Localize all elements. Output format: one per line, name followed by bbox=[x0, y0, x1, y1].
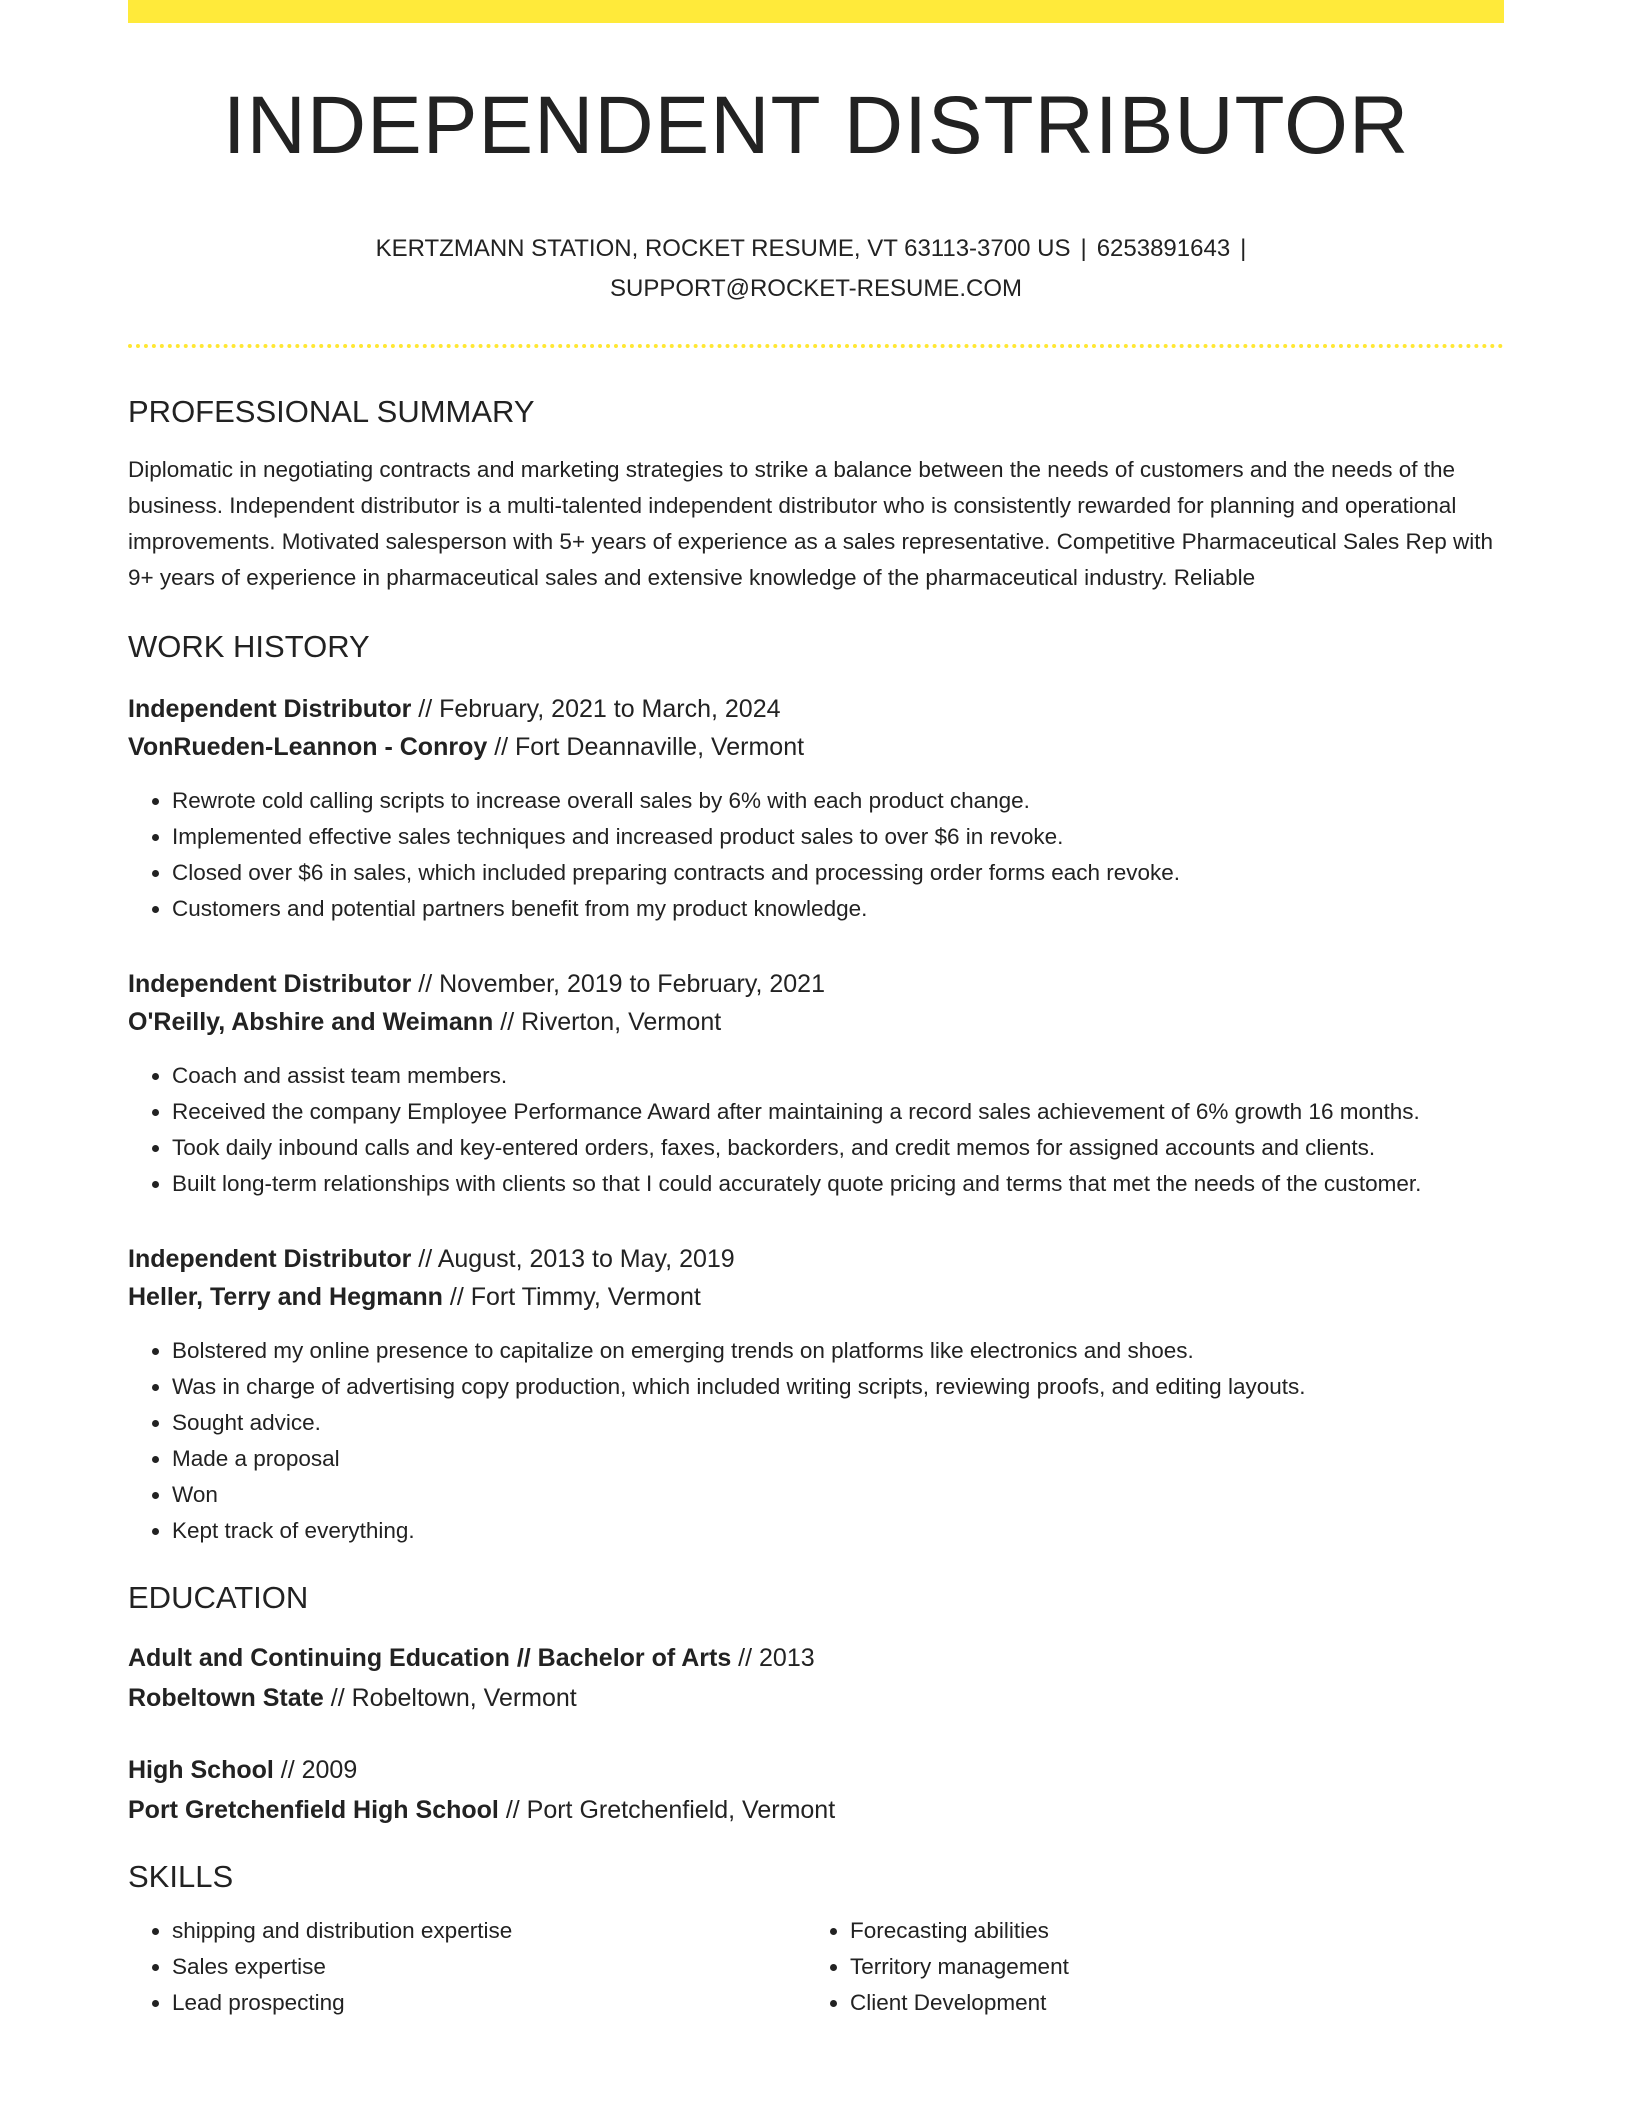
job-company-line bbox=[128, 1003, 1504, 1041]
job-title-line bbox=[128, 1240, 1504, 1278]
education-entry bbox=[128, 1750, 1504, 1830]
job-title-line bbox=[128, 965, 1504, 1003]
degree: High School bbox=[128, 1755, 274, 1784]
job-bullet: • Made a proposal bbox=[172, 1441, 1504, 1477]
education-year: // 2009 bbox=[273, 1755, 358, 1784]
job-bullets bbox=[128, 1058, 1504, 1202]
dotted-divider bbox=[128, 344, 1504, 348]
job-company-line bbox=[128, 1278, 1504, 1316]
school-line bbox=[128, 1678, 1504, 1718]
job-title: Independent Distributor bbox=[128, 969, 412, 998]
resume-name: INDEPENDENT DISTRIBUTOR bbox=[222, 80, 1410, 171]
skill-item: • Territory management bbox=[850, 1949, 1484, 1985]
phone: 6253891643 bbox=[1096, 235, 1231, 263]
email: SUPPORT@ROCKET-RESUME.COM bbox=[610, 275, 1022, 303]
work-history-heading: WORK HISTORY bbox=[128, 629, 370, 665]
contact-info bbox=[316, 229, 1316, 309]
skill-item: • Forecasting abilities bbox=[850, 1913, 1484, 1949]
job-bullet: • Rewrote cold calling scripts to increase overall sales by 6% with each product change. bbox=[172, 783, 1504, 819]
job-bullet: • Customers and potential partners benefit from my product knowledge. bbox=[172, 891, 1504, 927]
resume-page bbox=[128, 0, 1504, 2021]
summary-heading: PROFESSIONAL SUMMARY bbox=[128, 394, 535, 430]
education-year: // 2013 bbox=[731, 1643, 815, 1672]
job-bullet: • Kept track of everything. bbox=[172, 1513, 1504, 1549]
job-bullet: • Sought advice. bbox=[172, 1405, 1504, 1441]
skill-item: • Client Development bbox=[850, 1985, 1484, 2021]
accent-bar bbox=[128, 0, 1504, 23]
job-dates: // August, 2013 to May, 2019 bbox=[411, 1244, 735, 1273]
school-location: // Port Gretchenfield, Vermont bbox=[498, 1795, 836, 1824]
skill-item: • Sales expertise bbox=[172, 1949, 806, 1985]
job-entry bbox=[128, 1240, 1504, 1549]
job-company: Heller, Terry and Hegmann bbox=[128, 1282, 443, 1311]
skill-item: • shipping and distribution expertise bbox=[172, 1913, 806, 1949]
job-company: VonRueden-Leannon - Conroy bbox=[128, 732, 488, 761]
job-bullet: • Implemented effective sales techniques and increased product sales to over $6 in revoke. bbox=[172, 819, 1504, 855]
job-bullet: • Took daily inbound calls and key-entered orders, faxes, backorders, and credit memos for assigned accounts and clients. bbox=[172, 1130, 1504, 1166]
job-bullet: • Closed over $6 in sales, which included preparing contracts and processing order forms each revoke. bbox=[172, 855, 1504, 891]
skills-heading: SKILLS bbox=[128, 1858, 234, 1894]
job-dates: // February, 2021 to March, 2024 bbox=[411, 694, 781, 723]
job-title: Independent Distributor bbox=[128, 694, 412, 723]
job-entry bbox=[128, 965, 1504, 1202]
job-title-line bbox=[128, 690, 1504, 728]
skills-column-left bbox=[128, 1913, 806, 2021]
address: KERTZMANN STATION, ROCKET RESUME, VT 63113-3700 US bbox=[375, 235, 1071, 263]
school: Robeltown State bbox=[128, 1683, 324, 1712]
school: Port Gretchenfield High School bbox=[128, 1795, 499, 1824]
job-bullet: • Was in charge of advertising copy production, which included writing scripts, reviewing proofs, and editing layouts. bbox=[172, 1369, 1504, 1405]
job-bullet: • Built long-term relationships with clients so that I could accurately quote pricing and terms that met the needs of the customer. bbox=[172, 1166, 1504, 1202]
job-dates: // November, 2019 to February, 2021 bbox=[411, 969, 825, 998]
skill-item: • Lead prospecting bbox=[172, 1985, 806, 2021]
education-entry bbox=[128, 1638, 1504, 1718]
education-heading: EDUCATION bbox=[128, 1579, 309, 1615]
job-bullets bbox=[128, 783, 1504, 927]
skills-list bbox=[128, 1913, 1504, 2021]
degree-line bbox=[128, 1638, 1504, 1678]
job-location: // Fort Timmy, Vermont bbox=[442, 1282, 701, 1311]
job-bullet: • Coach and assist team members. bbox=[172, 1058, 1504, 1094]
skills-column-right bbox=[806, 1913, 1484, 2021]
summary-text: Diplomatic in negotiating contracts and marketing strategies to strike a balance between the needs of customers and the needs of the business. Independent distributor is a multi-talented independent distributor who is consistently rewarded for planning and operational improvements. Motivated salesperson with 5+ years of experience as a sales representative. Competitive Pharmaceutical Sales Rep with 9+ years of experience in pharmaceutical sales and extensive knowledge of the pharmaceutical industry. Reliable bbox=[128, 457, 1494, 591]
degree-line bbox=[128, 1750, 1504, 1790]
job-location: // Fort Deannaville, Vermont bbox=[487, 732, 805, 761]
school-location: // Robeltown, Vermont bbox=[323, 1683, 577, 1712]
degree: Adult and Continuing Education // Bachelor of Arts bbox=[128, 1643, 732, 1672]
job-bullet: • Bolstered my online presence to capitalize on emerging trends on platforms like electronics and shoes. bbox=[172, 1333, 1504, 1369]
job-title: Independent Distributor bbox=[128, 1244, 412, 1273]
job-location: // Riverton, Vermont bbox=[493, 1007, 722, 1036]
job-entry bbox=[128, 690, 1504, 927]
job-bullet: • Won bbox=[172, 1477, 1504, 1513]
job-bullets bbox=[128, 1333, 1504, 1549]
job-company: O'Reilly, Abshire and Weimann bbox=[128, 1007, 494, 1036]
job-company-line bbox=[128, 728, 1504, 766]
job-bullet: • Received the company Employee Performance Award after maintaining a record sales achievement of 6% growth 16 months. bbox=[172, 1094, 1504, 1130]
school-line bbox=[128, 1790, 1504, 1830]
contact-separator: | bbox=[1240, 235, 1247, 263]
contact-separator: | bbox=[1080, 235, 1087, 263]
